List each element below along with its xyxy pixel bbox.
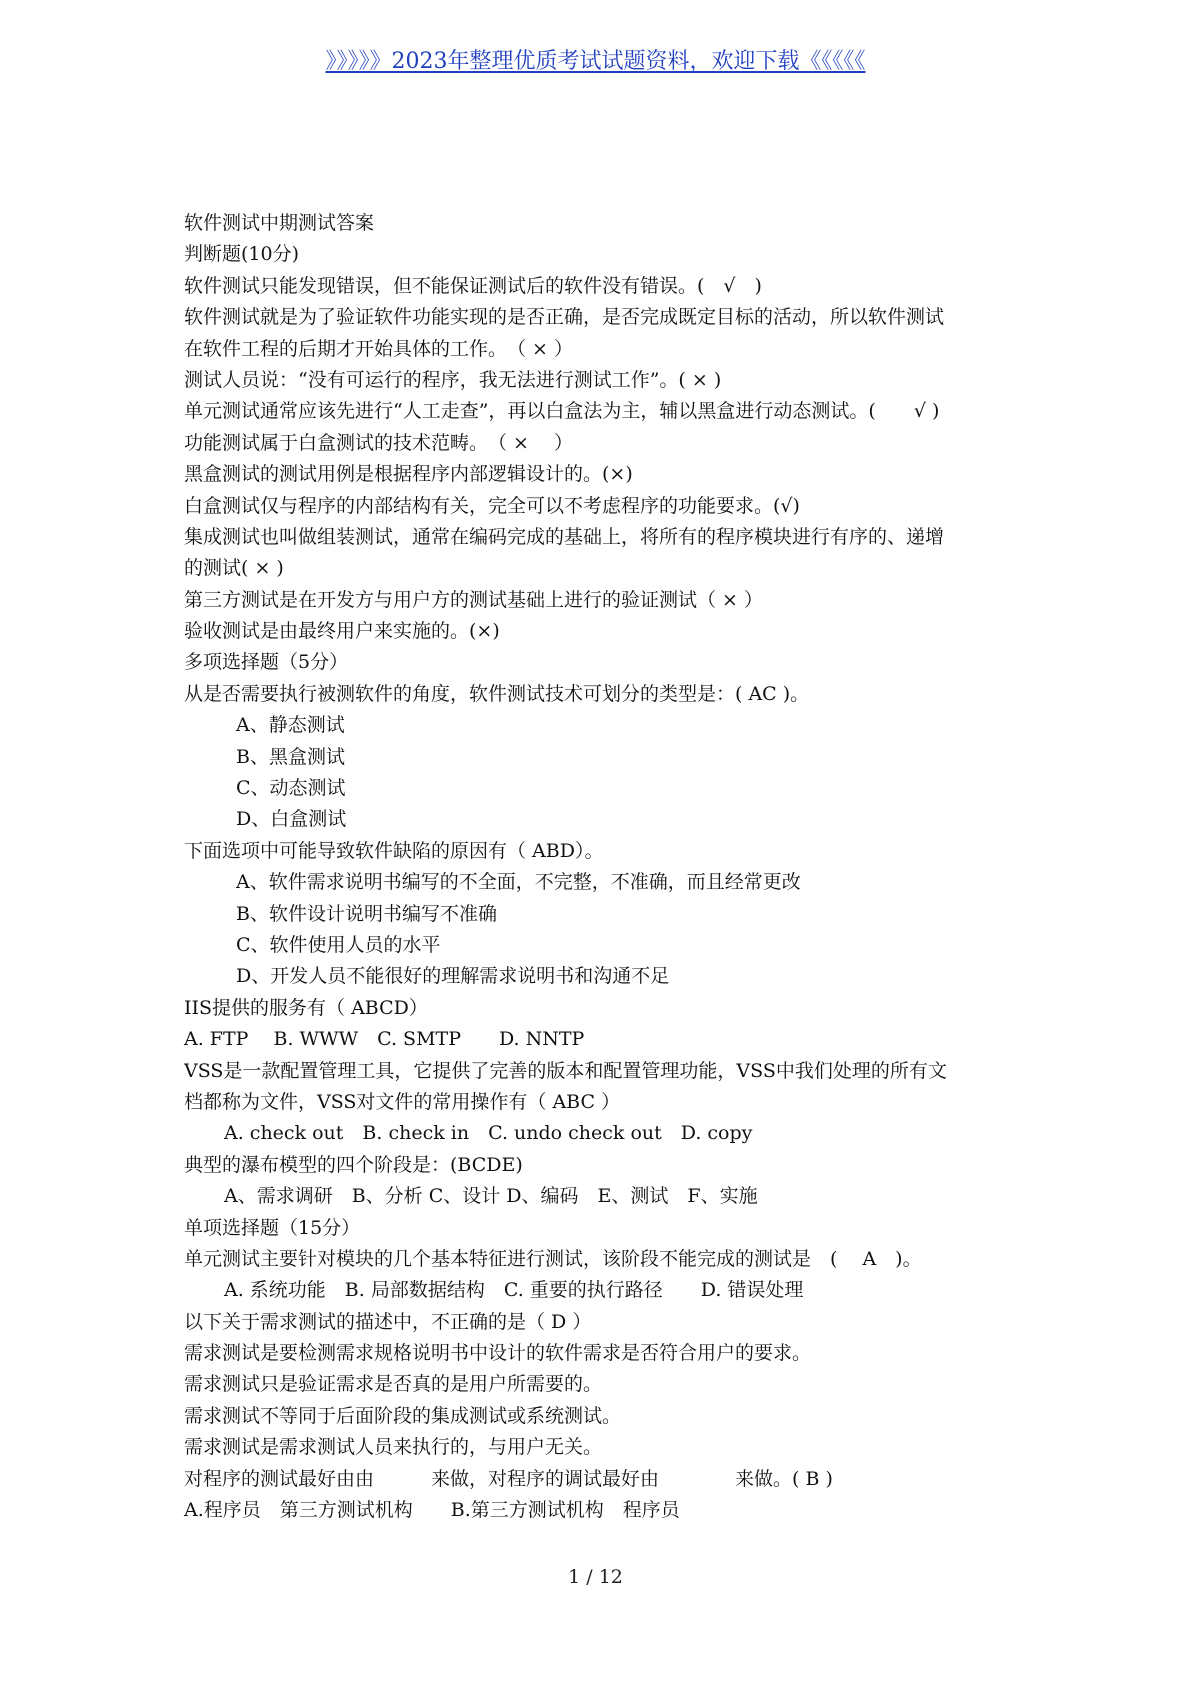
option-line: D、开发人员不能很好的理解需求说明书和沟通不足	[236, 965, 670, 988]
question-line: 以下关于需求测试的描述中，不正确的是（ D ）	[184, 1310, 592, 1333]
question-line: 需求测试是需求测试人员来执行的，与用户无关。	[184, 1436, 603, 1459]
question-line: IIS提供的服务有（ ABCD）	[184, 996, 428, 1019]
question-line: 白盒测试仅与程序的内部结构有关，完全可以不考虑程序的功能要求。(√)	[184, 494, 800, 517]
question-line: 需求测试是要检测需求规格说明书中设计的软件需求是否符合用户的要求。	[184, 1342, 812, 1365]
question-line: 软件测试就是为了验证软件功能实现的是否正确，是否完成既定目标的活动，所以软件测试	[184, 306, 945, 329]
option-line: A、软件需求说明书编写的不全面，不完整，不准确，而且经常更改	[236, 871, 801, 894]
question-line: 档都称为文件，VSS对文件的常用操作有（ ABC ）	[184, 1090, 621, 1113]
option-line: B、黑盒测试	[236, 745, 345, 768]
option-line: D、白盒测试	[236, 808, 347, 831]
question-line: A.程序员 第三方测试机构 B.第三方测试机构 程序员	[184, 1499, 680, 1522]
question-line: 的测试( × )	[184, 557, 284, 580]
document-body	[184, 208, 1024, 1526]
question-line: A. FTP B. WWW C. SMTP D. NNTP	[184, 1028, 585, 1051]
option-line: C、软件使用人员的水平	[236, 933, 441, 956]
section-heading: 多项选择题（5分）	[184, 651, 349, 674]
option-line: A、需求调研 B、分析 C、设计 D、编码 E、测试 F、实施	[224, 1185, 758, 1208]
question-line: 需求测试不等同于后面阶段的集成测试或系统测试。	[184, 1404, 622, 1427]
question-line: 典型的瀑布模型的四个阶段是：(BCDE)	[184, 1153, 523, 1176]
download-banner-link[interactable]: 》》》》》2023年整理优质考试试题资料，欢迎下载《《《《《	[325, 49, 866, 74]
section-heading: 判断题(10分)	[184, 243, 300, 266]
question-line: 从是否需要执行被测软件的角度，软件测试技术可划分的类型是：( AC )。	[184, 682, 810, 705]
question-line: 需求测试只是验证需求是否真的是用户所需要的。	[184, 1373, 603, 1396]
question-line: 黑盒测试的测试用例是根据程序内部逻辑设计的。(×)	[184, 463, 633, 486]
option-line: A. 系统功能 B. 局部数据结构 C. 重要的执行路径 D. 错误处理	[224, 1279, 804, 1302]
option-line: A. check out B. check in C. undo check out D. copy	[224, 1122, 753, 1145]
question-line: 在软件工程的后期才开始具体的工作。 （ × ）	[184, 337, 574, 360]
question-line: 验收测试是由最终用户来实施的。(×)	[184, 620, 500, 643]
question-line: 第三方测试是在开发方与用户方的测试基础上进行的验证测试（ × ）	[184, 588, 764, 611]
question-line: 测试人员说：“没有可运行的程序，我无法进行测试工作”。( × )	[184, 368, 722, 391]
question-line: 对程序的测试最好由由 来做，对程序的调试最好由 来做。( B )	[184, 1467, 833, 1490]
question-line: 软件测试只能发现错误，但不能保证测试后的软件没有错误。( √ )	[184, 274, 762, 297]
question-line: VSS是一款配置管理工具，它提供了完善的版本和配置管理功能，VSS中我们处理的所有文	[184, 1059, 947, 1082]
document-title: 软件测试中期测试答案	[184, 212, 375, 234]
question-line: 下面选项中可能导致软件缺陷的原因有（ ABD）。	[184, 839, 604, 862]
question-line: 集成测试也叫做组装测试，通常在编码完成的基础上，将所有的程序模块进行有序的、递增	[184, 525, 945, 548]
section-heading: 单项选择题（15分）	[184, 1216, 361, 1239]
option-line: B、软件设计说明书编写不准确	[236, 902, 497, 925]
option-line: C、动态测试	[236, 777, 346, 800]
question-line: 单元测试通常应该先进行“人工走查”，再以白盒法为主，辅以黑盒进行动态测试。( √ )	[184, 400, 940, 423]
option-line: A、静态测试	[236, 714, 345, 737]
question-line: 功能测试属于白盒测试的技术范畴。 （ × ）	[184, 431, 574, 454]
page-number: 1 / 12	[568, 1566, 623, 1588]
question-line: 单元测试主要针对模块的几个基本特征进行测试，该阶段不能完成的测试是 ( A )。	[184, 1247, 922, 1270]
